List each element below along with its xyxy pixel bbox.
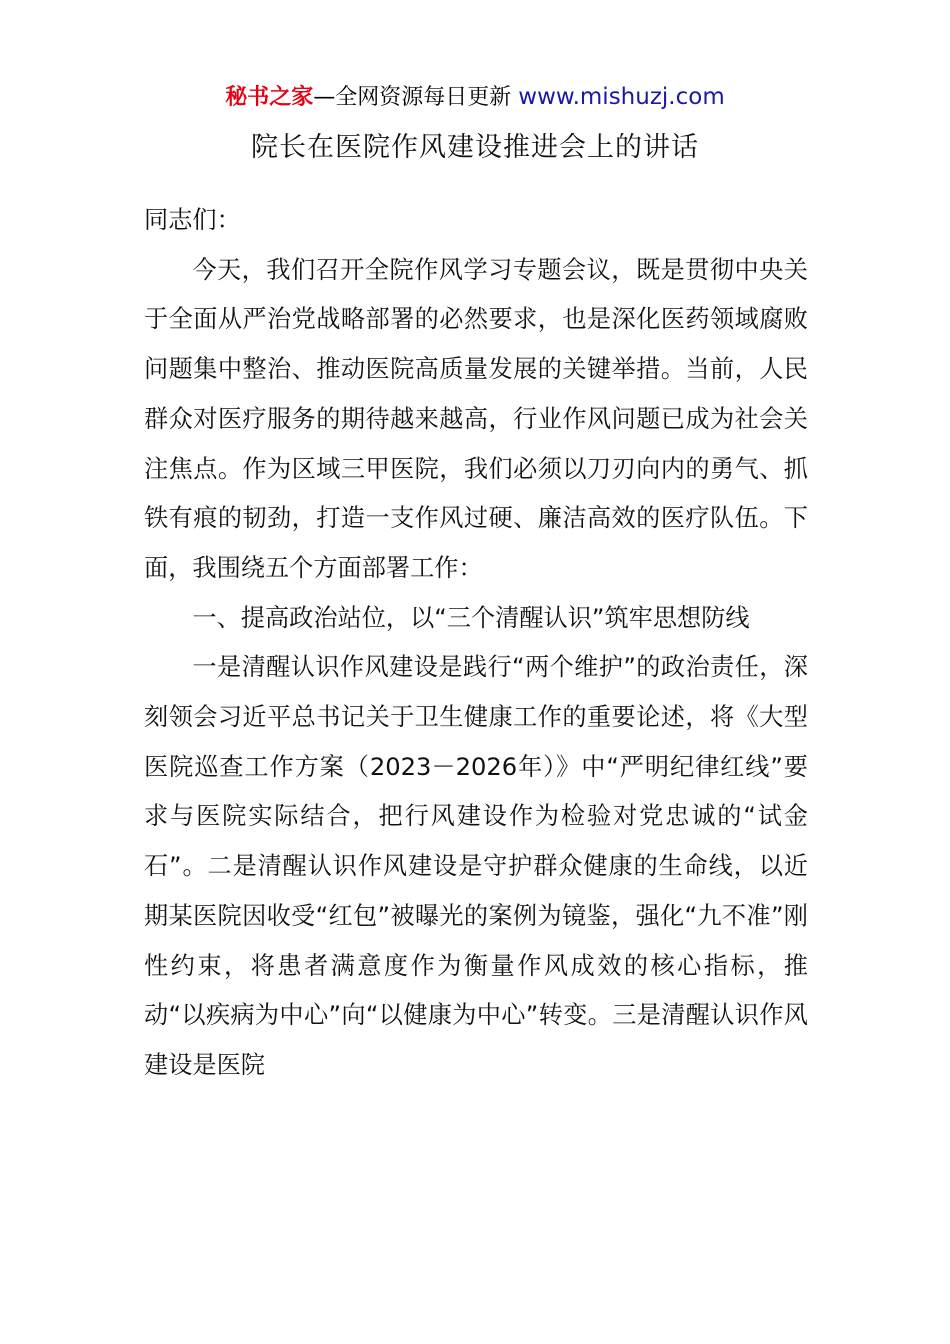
brand-name: 秘书之家 <box>225 85 314 110</box>
greeting: 同志们： <box>144 206 241 234</box>
site-header <box>0 80 950 115</box>
paragraph-intro: 今天，我们召开全院作风学习专题会议，既是贯彻中央关于全面从严治党战略部署的必然要求，也是深化医药领域腐败问题集中整治、推动医院高质量发展的关键举措。当前，人民群众对医疗服务的期待越来越高，行业作风问题已成为社会关注焦点。作为区域三甲医院，我们必须以刀刃向内的勇气、抓铁有痕的韧劲，打造一支作风过硬、廉洁高效的医疗队伍。下面，我围绕五个方面部署工作： <box>144 255 808 582</box>
site-url-link[interactable]: www.mishuzj.com <box>518 84 725 110</box>
document-body <box>144 196 808 1091</box>
paragraph-section-1: 一是清醒认识作风建设是践行“两个维护”的政治责任，深刻领会习近平总书记关于卫生健康工作的重要论述，将《大型医院巡查工作方案（2023－2026年）》中“严明纪律红线”要求与医院实际结合，把行风建设作为检验对党忠诚的“试金石”。二是清醒认识作风建设是守护群众健康的生命线，以近期某医院因收受“红包”被曝光的案例为镜鉴，强化“九不准”刚性约束，将患者满意度作为衡量作风成效的核心指标，推动“以疾病为中心”向“以健康为中心”转变。三是清醒认识作风建设是医院 <box>144 653 808 1079</box>
section-heading-1: 一、提高政治站位，以“三个清醒认识”筑牢思想防线 <box>192 603 750 632</box>
document-title: 院长在医院作风建设推进会上的讲话 <box>251 132 699 163</box>
header-tagline: —全网资源每日更新 <box>313 85 519 110</box>
